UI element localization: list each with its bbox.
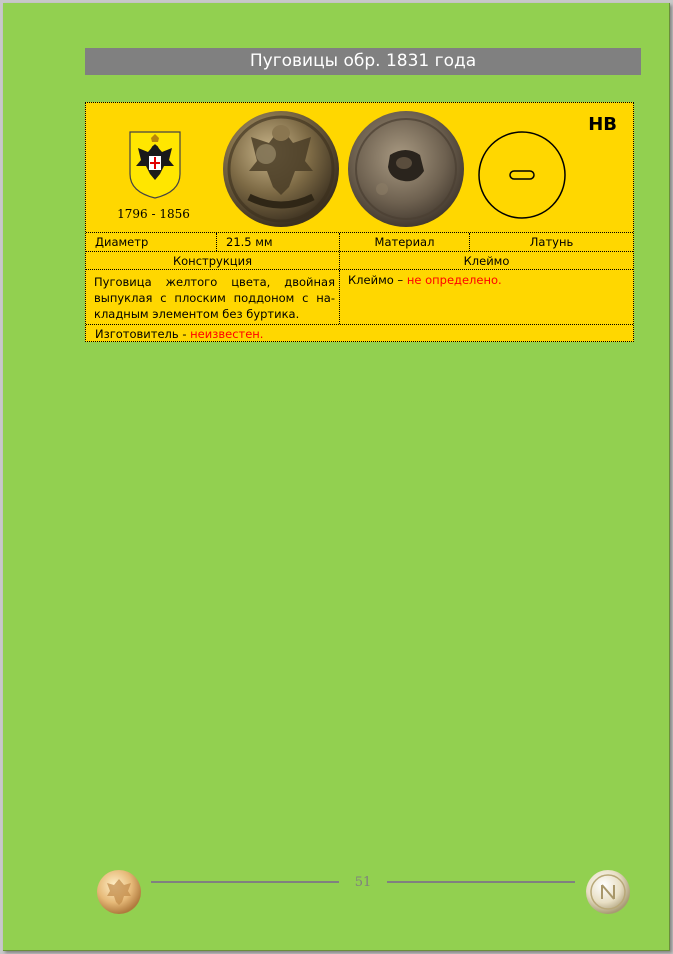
page: [3, 3, 670, 951]
diameter-label: Диаметр: [95, 235, 149, 249]
coat-of-arms-icon: [128, 130, 182, 200]
construction-text: Пуговица желтого цвета, двойная выпуклая с плоским поддоном с на-кладным элементом без буртика.: [94, 275, 335, 321]
section-headers-row: [86, 252, 633, 270]
construction-header: Конструкция: [172, 254, 252, 268]
mark-text: [339, 270, 633, 324]
page-number: 51: [354, 875, 372, 890]
diameter-value: 21.5 мм: [216, 233, 339, 251]
maker-text: [86, 325, 633, 343]
material-label: Материал: [339, 233, 469, 251]
details-row: [86, 270, 633, 325]
years-range: 1796 - 1856: [117, 207, 190, 221]
mark-value: не определено.: [406, 273, 502, 287]
button-back-image: [346, 109, 466, 229]
specs-row: [86, 233, 633, 252]
footer-line-right: [387, 881, 575, 883]
footer-line-left: [151, 881, 339, 883]
button-front-image: [221, 109, 341, 229]
maker-prefix: Изготовитель -: [95, 327, 191, 341]
mark-header: Клеймо: [339, 252, 633, 269]
page-title: Пуговицы обр. 1831 года: [85, 48, 641, 75]
code-label: НВ: [588, 114, 617, 135]
button-schema-icon: [476, 129, 568, 221]
button-card: [85, 102, 634, 342]
material-value: Латунь: [469, 233, 633, 251]
mark-prefix: Клеймо –: [348, 273, 407, 287]
maker-value: неизвестен.: [190, 327, 264, 341]
footer-coin-icon: [96, 869, 142, 915]
footer-coin-icon: [585, 869, 631, 915]
images-row: [86, 103, 633, 233]
maker-row: [86, 325, 633, 343]
